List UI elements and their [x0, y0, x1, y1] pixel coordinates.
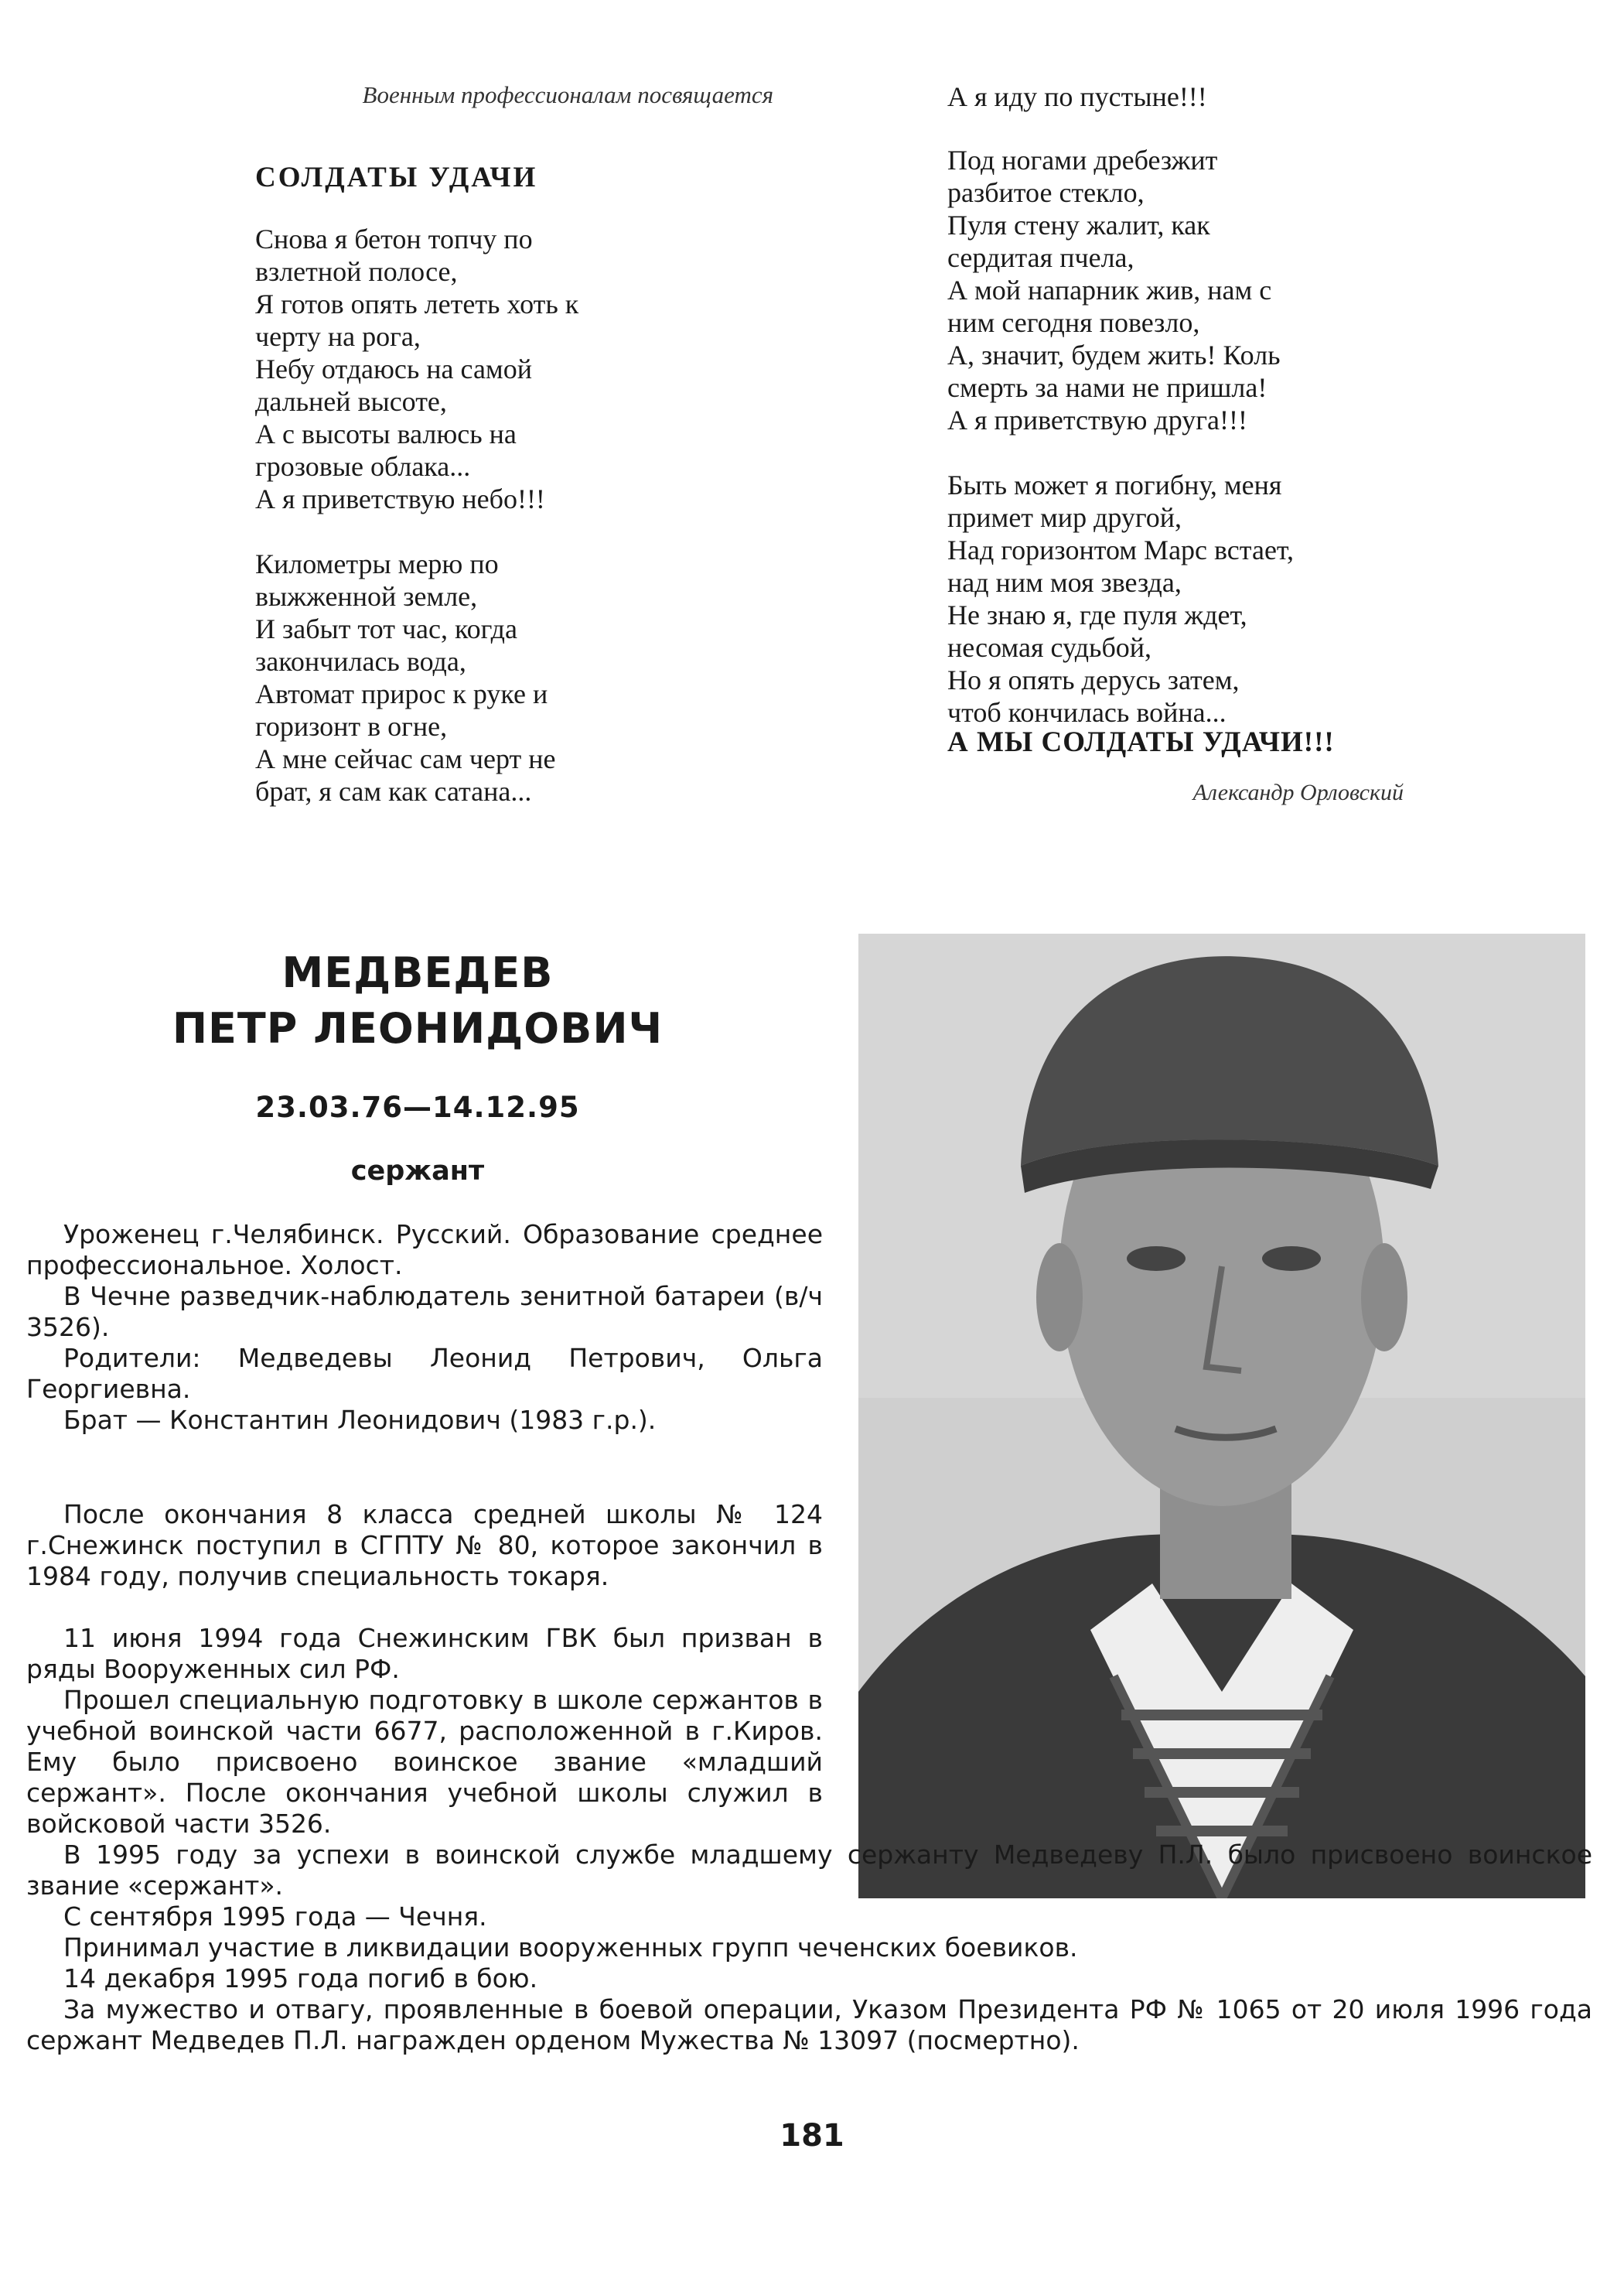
bio-paragraph: Принимал участие в ликвидации вооруженных групп чеченских боевиков. [63, 1932, 1078, 1963]
bio-paragraph: В 1995 году за успехи в воинской службе младшему сержанту Медведеву П.Л. было присвоено воинское звание «сержант». [26, 1840, 1592, 1901]
bio-dates: 23.03.76—14.12.95 [255, 1091, 580, 1124]
poem-stanza: Снова я бетон топчу по взлетной полосе, Я готов опять лететь хоть к черту на рога, Небу отдаюсь на самой дальней высоте, А с высоты валюсь на грозовые облака... А я приветствую небо!!! [255, 224, 579, 514]
bio-paragraph: Уроженец г.Челябинск. Русский. Образование среднее профессиональное. Холост. [26, 1219, 823, 1280]
bio-rank: сержант [350, 1156, 485, 1187]
bio-given-names: ПЕТР ЛЕОНИДОВИЧ [172, 1004, 664, 1053]
bio-surname: МЕДВЕДЕВ [281, 948, 554, 997]
portrait-photo [858, 934, 1585, 1898]
bio-paragraph: Прошел специальную подготовку в школе сержантов в учебной воинской части 6677, расположенной в г.Киров. Ему было присвоено воинское звание «младший сержант». После окончания учебной школы служил в войсковой части 3526. [26, 1685, 823, 1839]
bio-paragraph: За мужество и отвагу, проявленные в боевой операции, Указом Президента РФ № 1065 от 20 июля 1996 года сержант Медведев П.Л. награжден орденом Мужества № 13097 (посмертно). [26, 1994, 1592, 2055]
bio-paragraph: 11 июня 1994 года Снежинским ГВК был призван в ряды Вооруженных сил РФ. [26, 1623, 823, 1684]
bio-paragraph: Брат — Константин Леонидович (1983 г.р.). [63, 1405, 657, 1435]
page-number: 181 [780, 2118, 844, 2154]
poem-stanza: Под ногами дребезжит разбитое стекло, Пуля стену жалит, как сердитая пчела, А мой напарник жив, нам с ним сегодня повезло, А, значит, будем жить! Коль смерть за нами не пришла! А я приветствую друга!!! [947, 145, 1281, 436]
bio-paragraph: В Чечне разведчик-наблюдатель зенитной батареи (в/ч 3526). [26, 1281, 823, 1342]
poem-stanza: А я иду по пустыне!!! [947, 81, 1207, 112]
poem-dedication: Военным профессионалам посвящается [362, 81, 773, 108]
poem-stanza: Километры мерю по выжженной земле, И забыт тот час, когда закончилась вода, Автомат прирос к руке и горизонт в огне, А мне сейчас сам черт не брат, я сам как сатана... [255, 548, 556, 807]
poem-stanza: Быть может я погибну, меня примет мир другой, Над горизонтом Марс встает, над ним моя звезда, Не знаю я, где пуля ждет, несомая судьбой, Но я опять дерусь затем, чтоб кончилась война... [947, 470, 1294, 728]
bio-paragraph: После окончания 8 класса средней школы № 124 г.Снежинск поступил в СГПТУ № 80, которое закончил в 1984 году, получив специальность токаря. [26, 1499, 823, 1591]
poem-author: Александр Орловский [1192, 780, 1404, 805]
bio-paragraph: С сентября 1995 года — Чечня. [63, 1901, 487, 1932]
poem-title: СОЛДАТЫ УДАЧИ [255, 162, 538, 193]
bio-paragraph: Родители: Медведевы Леонид Петрович, Ольга Георгиевна. [26, 1343, 823, 1404]
poem-ending: А МЫ СОЛДАТЫ УДАЧИ!!! [947, 726, 1335, 758]
bio-paragraph: 14 декабря 1995 года погиб в бою. [63, 1963, 538, 1993]
portrait-photo-drawing [858, 934, 1585, 1898]
